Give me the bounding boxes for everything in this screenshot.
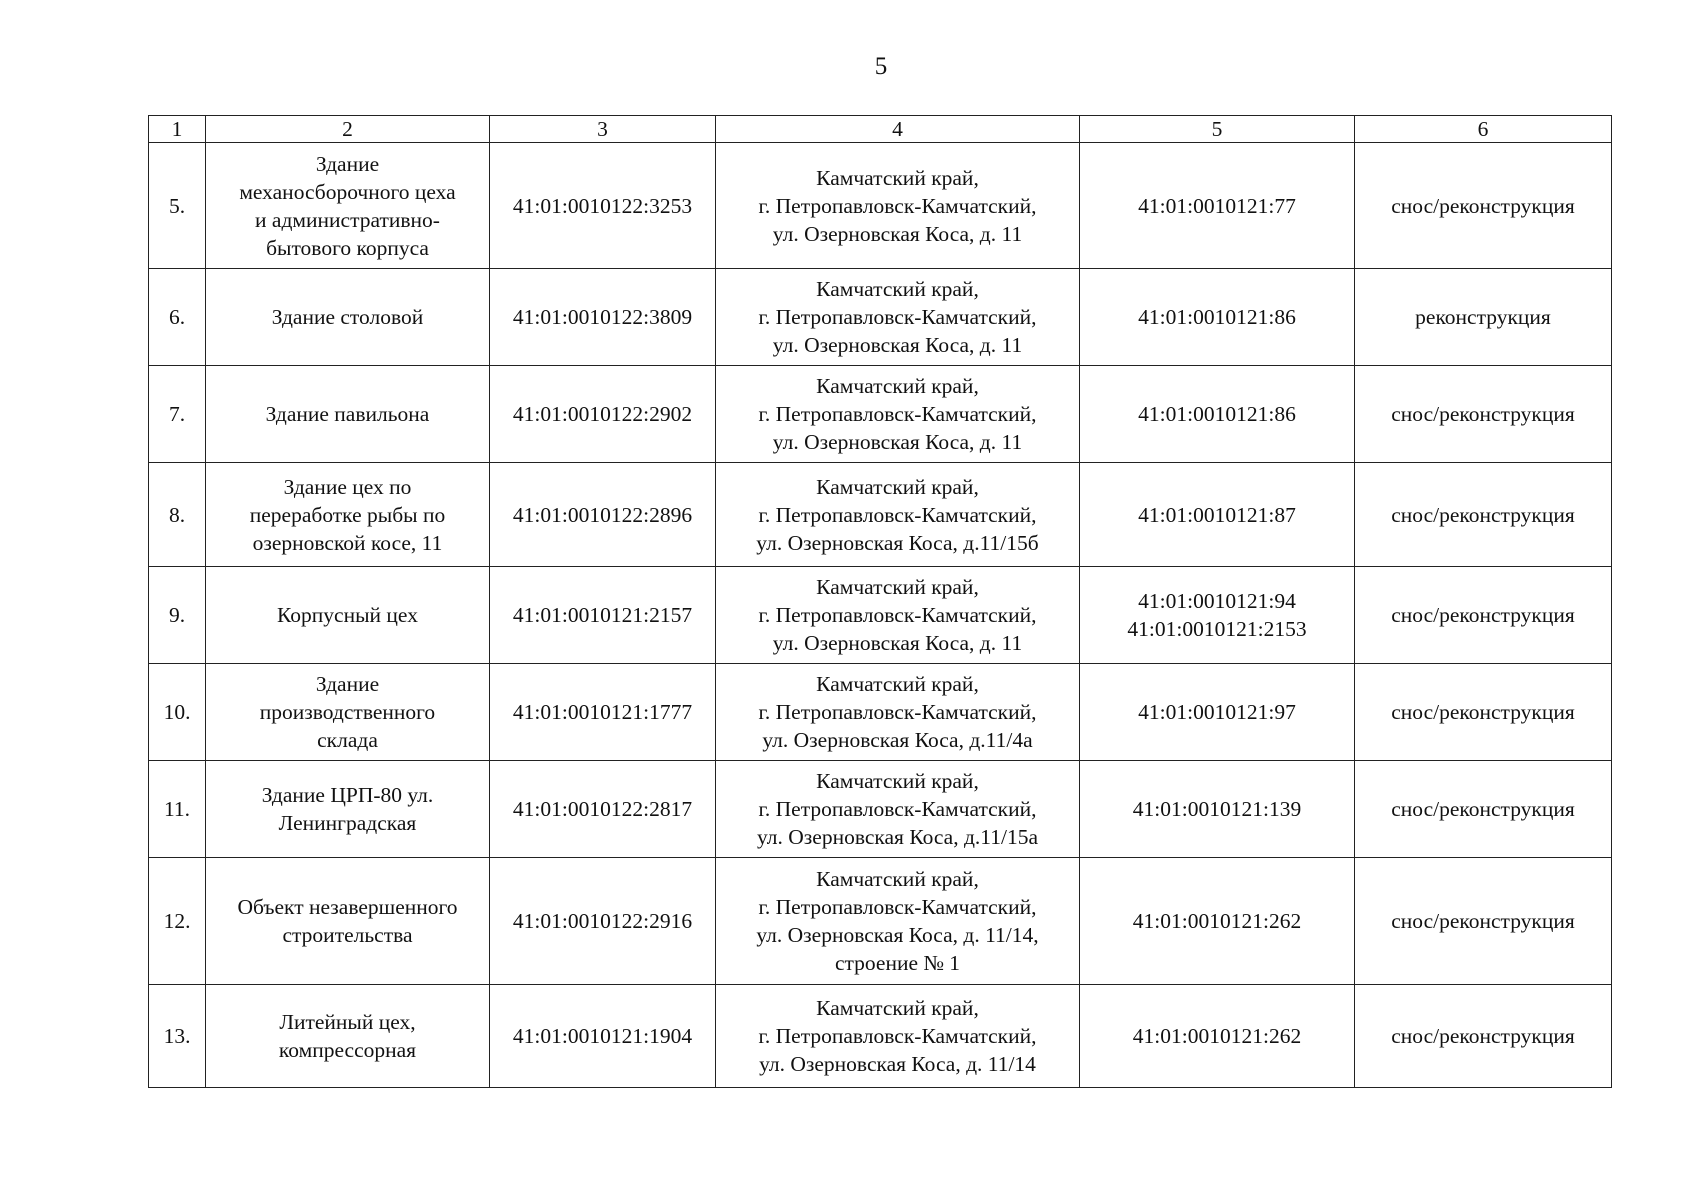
- table-row: [149, 858, 1612, 985]
- address-cell-line: г. Петропавловск-Камчатский,: [758, 797, 1037, 821]
- land-cadastral-number-cell-line: 41:01:0010121:139: [1132, 797, 1302, 821]
- page-number: 5: [874, 53, 888, 80]
- address-cell-line: ул. Озерновская Коса, д. 11: [772, 430, 1023, 454]
- object-name-cell-line: Объект незавершенного: [237, 895, 458, 919]
- address-cell-line: ул. Озерновская Коса, д. 11: [772, 631, 1023, 655]
- planned-action-cell: снос/реконструкция: [1355, 567, 1612, 664]
- address-cell-line: Камчатский край,: [816, 672, 979, 696]
- table-row: [149, 567, 1612, 664]
- table-row: [149, 664, 1612, 761]
- address-cell: [716, 463, 1080, 567]
- address-cell: [716, 985, 1080, 1088]
- planned-action-cell: снос/реконструкция: [1355, 858, 1612, 985]
- building-cadastral-number-cell: 41:01:0010122:3809: [490, 269, 716, 366]
- building-cadastral-number-cell: 41:01:0010121:1904: [490, 985, 716, 1088]
- land-cadastral-number-cell-line: 41:01:0010121:262: [1132, 909, 1302, 933]
- table-row: [149, 143, 1612, 269]
- address-cell-line: строение № 1: [834, 951, 961, 975]
- row-number-cell: 13.: [149, 985, 206, 1088]
- address-cell-line: Камчатский край,: [816, 277, 979, 301]
- address-cell-line: ул. Озерновская Коса, д.11/15а: [756, 825, 1039, 849]
- address-cell-line: ул. Озерновская Коса, д. 11: [772, 221, 1023, 246]
- object-name-cell-line: бытового корпуса: [266, 235, 429, 260]
- building-cadastral-number-cell: 41:01:0010122:2896: [490, 463, 716, 567]
- planned-action-cell: снос/реконструкция: [1355, 463, 1612, 567]
- land-cadastral-number-cell: [1080, 366, 1355, 463]
- address-cell-line: ул. Озерновская Коса, д. 11: [772, 333, 1023, 357]
- row-number-cell: 6.: [149, 269, 206, 366]
- row-number-cell: 5.: [149, 143, 206, 269]
- object-name-cell-line: и административно-: [255, 207, 440, 232]
- row-number-cell: 9.: [149, 567, 206, 664]
- column-number-row: [149, 116, 1612, 143]
- land-cadastral-number-cell-line: 41:01:0010121:97: [1138, 700, 1296, 724]
- land-cadastral-number-cell-line: 41:01:0010121:86: [1138, 305, 1296, 329]
- address-cell-line: г. Петропавловск-Камчатский,: [758, 700, 1037, 724]
- address-cell: [716, 143, 1080, 269]
- column-header: 5: [1080, 116, 1355, 143]
- object-name-cell-line: Корпусный цех: [277, 603, 418, 627]
- object-name-cell-line: компрессорная: [278, 1038, 417, 1062]
- planned-action-cell: снос/реконструкция: [1355, 985, 1612, 1088]
- address-cell-line: Камчатский край,: [816, 769, 979, 793]
- address-cell-line: Камчатский край,: [816, 474, 979, 499]
- address-cell: [716, 366, 1080, 463]
- row-number-cell: 10.: [149, 664, 206, 761]
- object-name-cell: [206, 463, 490, 567]
- object-name-cell: [206, 858, 490, 985]
- land-cadastral-number-cell: [1080, 761, 1355, 858]
- land-cadastral-number-cell-line: 41:01:0010121:94: [1138, 589, 1296, 613]
- object-name-cell: [206, 761, 490, 858]
- table-row: [149, 269, 1612, 366]
- object-name-cell: [206, 269, 490, 366]
- column-header: 3: [490, 116, 716, 143]
- address-cell-line: Камчатский край,: [816, 996, 979, 1020]
- address-cell: [716, 664, 1080, 761]
- column-header: 6: [1355, 116, 1612, 143]
- land-cadastral-number-cell-line: 41:01:0010121:2153: [1127, 617, 1307, 641]
- object-name-cell: [206, 985, 490, 1088]
- land-cadastral-number-cell-line: 41:01:0010121:87: [1138, 502, 1296, 527]
- address-cell-line: Камчатский край,: [816, 165, 979, 190]
- address-cell-line: г. Петропавловск-Камчатский,: [758, 305, 1037, 329]
- row-number-cell: 12.: [149, 858, 206, 985]
- column-header: 2: [206, 116, 490, 143]
- address-cell-line: ул. Озерновская Коса, д.11/15б: [756, 530, 1039, 555]
- address-cell-line: г. Петропавловск-Камчатский,: [758, 1024, 1037, 1048]
- land-cadastral-number-cell: [1080, 858, 1355, 985]
- table-row: [149, 463, 1612, 567]
- object-name-cell: [206, 366, 490, 463]
- planned-action-cell: снос/реконструкция: [1355, 664, 1612, 761]
- address-cell-line: ул. Озерновская Коса, д. 11/14,: [756, 923, 1039, 947]
- object-name-cell-line: производственного: [259, 700, 436, 724]
- table-row: [149, 366, 1612, 463]
- address-cell-line: Камчатский край,: [816, 374, 979, 398]
- building-cadastral-number-cell: 41:01:0010122:3253: [490, 143, 716, 269]
- planned-action-cell: снос/реконструкция: [1355, 143, 1612, 269]
- land-cadastral-number-cell-line: 41:01:0010121:77: [1138, 193, 1296, 218]
- object-name-cell-line: Литейный цех,: [279, 1010, 416, 1034]
- table-row: [149, 761, 1612, 858]
- row-number-cell: 11.: [149, 761, 206, 858]
- object-name-cell-line: Здание столовой: [271, 305, 424, 329]
- object-name-cell-line: склада: [317, 728, 378, 752]
- address-cell: [716, 761, 1080, 858]
- object-name-cell-line: озерновской косе, 11: [252, 530, 443, 555]
- object-name-cell-line: Здание: [315, 151, 380, 176]
- table-row: [149, 985, 1612, 1088]
- land-cadastral-number-cell: [1080, 463, 1355, 567]
- building-cadastral-number-cell: 41:01:0010122:2902: [490, 366, 716, 463]
- address-cell-line: г. Петропавловск-Камчатский,: [758, 193, 1037, 218]
- address-cell-line: ул. Озерновская Коса, д.11/4а: [762, 728, 1033, 752]
- objects-table: [148, 115, 1612, 1088]
- building-cadastral-number-cell: 41:01:0010121:2157: [490, 567, 716, 664]
- address-cell: [716, 567, 1080, 664]
- planned-action-cell: снос/реконструкция: [1355, 761, 1612, 858]
- object-name-cell: [206, 143, 490, 269]
- address-cell-line: г. Петропавловск-Камчатский,: [758, 895, 1037, 919]
- column-header: 1: [149, 116, 206, 143]
- land-cadastral-number-cell-line: 41:01:0010121:262: [1132, 1024, 1302, 1048]
- planned-action-cell: реконструкция: [1355, 269, 1612, 366]
- land-cadastral-number-cell: [1080, 567, 1355, 664]
- row-number-cell: 8.: [149, 463, 206, 567]
- object-name-cell-line: Ленинградская: [278, 811, 417, 835]
- address-cell-line: Камчатский край,: [816, 575, 979, 599]
- address-cell: [716, 858, 1080, 985]
- building-cadastral-number-cell: 41:01:0010122:2916: [490, 858, 716, 985]
- address-cell: [716, 269, 1080, 366]
- address-cell-line: г. Петропавловск-Камчатский,: [758, 402, 1037, 426]
- column-header: 4: [716, 116, 1080, 143]
- row-number-cell: 7.: [149, 366, 206, 463]
- land-cadastral-number-cell: [1080, 269, 1355, 366]
- object-name-cell-line: строительства: [282, 923, 413, 947]
- land-cadastral-number-cell: [1080, 664, 1355, 761]
- object-name-cell-line: переработке рыбы по: [249, 502, 446, 527]
- address-cell-line: г. Петропавловск-Камчатский,: [758, 603, 1037, 627]
- object-name-cell-line: Здание ЦРП-80 ул.: [261, 783, 434, 807]
- object-name-cell-line: Здание: [315, 672, 380, 696]
- object-name-cell-line: Здание цех по: [283, 474, 412, 499]
- land-cadastral-number-cell: [1080, 143, 1355, 269]
- object-name-cell-line: механосборочного цеха: [239, 179, 456, 204]
- planned-action-cell: снос/реконструкция: [1355, 366, 1612, 463]
- land-cadastral-number-cell: [1080, 985, 1355, 1088]
- object-name-cell: [206, 567, 490, 664]
- building-cadastral-number-cell: 41:01:0010121:1777: [490, 664, 716, 761]
- address-cell-line: ул. Озерновская Коса, д. 11/14: [759, 1052, 1036, 1076]
- address-cell-line: г. Петропавловск-Камчатский,: [758, 502, 1037, 527]
- object-name-cell: [206, 664, 490, 761]
- object-name-cell-line: Здание павильона: [265, 402, 430, 426]
- land-cadastral-number-cell-line: 41:01:0010121:86: [1138, 402, 1296, 426]
- building-cadastral-number-cell: 41:01:0010122:2817: [490, 761, 716, 858]
- address-cell-line: Камчатский край,: [816, 867, 979, 891]
